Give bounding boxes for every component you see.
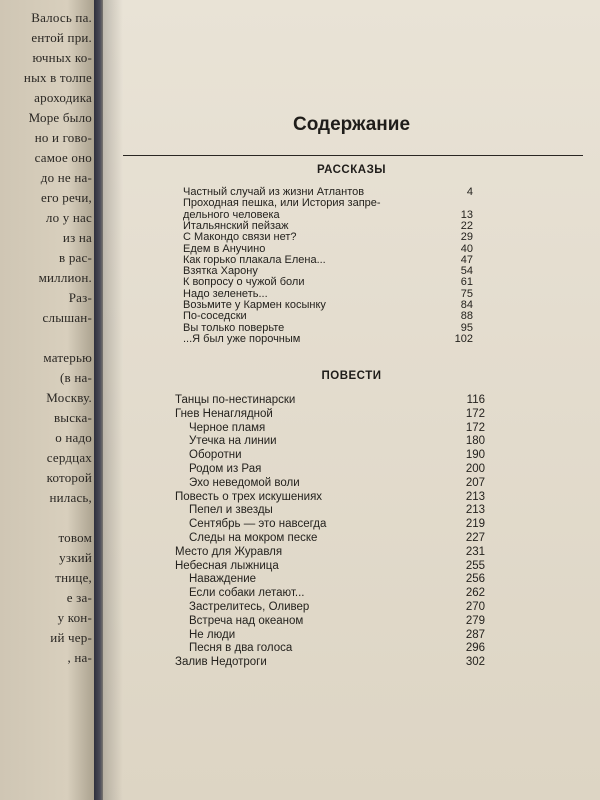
toc-entry (175, 587, 485, 600)
toc-entry-page: 207 (465, 476, 485, 489)
toc-entry-page: 61 (460, 276, 473, 289)
toc-entry (175, 573, 485, 586)
toc-entry (175, 435, 485, 448)
toc-entry-page: 116 (466, 394, 485, 406)
toc-entry (175, 422, 485, 435)
left-page (0, 0, 96, 800)
toc-entry-title: К вопросу о чужой боли (183, 276, 305, 289)
left-page-text-line: о надо (55, 430, 92, 445)
left-page-text-line: ных в толпе (23, 70, 92, 85)
contents-page (103, 0, 600, 800)
toc-entry (175, 642, 485, 655)
toc-entry (183, 265, 473, 277)
left-page-text-line: ароходика (34, 90, 92, 105)
left-page-text-line: миллион. (38, 270, 92, 285)
toc-entry-title: Небесная лыжница (175, 559, 279, 572)
toc-entry-page: 172 (465, 407, 485, 420)
toc-entry (175, 560, 485, 573)
toc-entry-title: Место для Журавля (175, 545, 283, 558)
left-page-text-line: выска- (53, 410, 92, 425)
toc-entry-title: Проходная пешка, или История запре- (183, 197, 381, 210)
toc-entry (183, 310, 473, 322)
toc-entry-title: Черное пламя (189, 421, 266, 434)
toc-entry-page: 279 (465, 614, 485, 627)
section-heading-stories: РАССКАЗЫ (316, 164, 387, 176)
toc-entry-title: С Макондо связи нет? (183, 231, 297, 244)
toc-entry (175, 408, 485, 421)
toc-entry-title: Повесть о трех искушениях (175, 490, 323, 503)
toc-entry (175, 615, 485, 628)
toc-entry-title: Следы на мокром песке (189, 532, 318, 544)
toc-entry (183, 231, 473, 243)
left-page-text-line: сердцах (46, 450, 92, 465)
toc-entry-page: 219 (465, 518, 485, 531)
toc-entry-title: Оборотни (189, 449, 242, 462)
toc-entry-title: Взятка Харону (183, 265, 258, 278)
toc-entry-page: 200 (465, 463, 485, 475)
toc-entry-page: 172 (465, 421, 485, 434)
toc-entry-page: 13 (460, 208, 473, 221)
toc-entry-title: Итальянский пейзаж (183, 219, 289, 232)
toc-entry (183, 288, 473, 300)
toc-entry-page: 29 (460, 231, 473, 244)
left-page-text-line: Москву. (46, 390, 92, 405)
toc-entry-page: 213 (465, 504, 485, 517)
toc-entry (175, 532, 485, 545)
left-page-text-line: нилась, (49, 490, 92, 505)
section-heading-novellas: ПОВЕСТИ (321, 370, 382, 382)
left-page-text-line: товом (58, 530, 92, 545)
left-page-text-line: узкий (59, 550, 92, 565)
toc-entry-page: 180 (465, 435, 485, 448)
toc-entry (175, 504, 485, 517)
left-page-text-line: слышан- (42, 310, 92, 325)
toc-entry-title: Наваждение (189, 573, 257, 586)
toc-entry-title: Родом из Рая (189, 463, 262, 475)
left-page-text-line: до не на- (40, 170, 92, 185)
toc-entry-title: Эхо неведомой воли (189, 476, 300, 489)
toc-entry-page: 47 (460, 253, 473, 266)
toc-entry-title: Как горько плакала Елена... (183, 253, 326, 266)
left-page-text-line: Валось па. (31, 10, 92, 25)
toc-entry-page: 102 (454, 332, 473, 345)
left-page-text-line: Раз- (68, 290, 92, 305)
toc-entry (183, 197, 473, 209)
left-page-text-line: Море было (28, 110, 92, 125)
toc-entry-page: 22 (460, 219, 473, 232)
toc-entry (183, 333, 473, 345)
left-page-text-line: его речи, (40, 190, 92, 205)
toc-entry (175, 491, 485, 504)
left-page-text-line: матерью (43, 350, 92, 365)
toc-entry (183, 209, 473, 221)
toc-entry-title: дельного человека (183, 208, 280, 221)
title-divider (123, 155, 583, 156)
left-page-text-line: ентой при. (31, 30, 92, 45)
toc-entry (183, 186, 473, 198)
left-page-text-line: ючных ко- (32, 50, 92, 65)
left-page-text-line: из на (62, 230, 92, 245)
toc-entry (175, 546, 485, 559)
toc-entry-page: 296 (465, 642, 485, 655)
toc-entry (175, 477, 485, 490)
toc-entry-title: Вы только поверьте (183, 321, 285, 334)
toc-entry-title: Если собаки летают... (189, 587, 305, 600)
toc-entry-title: Не люди (189, 628, 236, 641)
toc-entry (183, 322, 473, 334)
left-page-text-line: , на- (67, 650, 92, 665)
toc-entry-title: Встреча над океаном (189, 614, 304, 627)
left-page-text-line: но и гово- (34, 130, 92, 145)
toc-entry-page: 84 (460, 299, 473, 311)
toc-entry (183, 254, 473, 266)
toc-entry-page: 227 (465, 532, 485, 544)
toc-entry (175, 449, 485, 462)
toc-entry-page: 302 (465, 656, 485, 669)
toc-entry-title: Танцы по-нестинарски (175, 394, 296, 406)
toc-entry-page: 231 (465, 545, 485, 558)
left-page-text-line: е за- (66, 590, 92, 605)
toc-entry-page: 213 (465, 490, 485, 503)
toc-entry-page: 190 (465, 449, 485, 462)
left-page-text-line: которой (46, 470, 92, 485)
toc-entry-title: Залив Недотроги (175, 656, 267, 669)
toc-entry-title: Сентябрь — это навсегда (189, 518, 327, 531)
toc-entry-title: Частный случай из жизни Атлантов (183, 186, 365, 198)
toc-entry-title: Едем в Анучино (183, 242, 266, 255)
toc-entry-page: 270 (465, 601, 485, 613)
toc-entry (175, 629, 485, 642)
toc-entry (175, 601, 485, 614)
toc-entry-title: Возьмите у Кармен косынку (183, 299, 326, 311)
toc-entry (183, 243, 473, 255)
toc-entry-title: Утечка на линии (189, 435, 277, 448)
toc-entry-title: ...Я был уже порочным (183, 332, 301, 345)
toc-entry-title: По-соседски (183, 310, 247, 323)
page-title: Содержание (292, 114, 411, 135)
toc-entry-title: Песня в два голоса (189, 642, 293, 655)
toc-entry-page: 95 (460, 321, 473, 334)
toc-entry-page: 54 (460, 265, 473, 278)
toc-entry-page: 256 (465, 573, 485, 586)
toc-entry-page: 88 (460, 310, 473, 323)
left-page-text-line: (в на- (60, 370, 92, 385)
toc-entry-page: 262 (465, 587, 485, 600)
left-page-text-line: ий чер- (50, 630, 92, 645)
toc-entry-page: 4 (466, 186, 473, 198)
left-page-text-line: самое оно (34, 150, 92, 165)
toc-entry-title: Гнев Ненаглядной (175, 407, 273, 420)
gutter-shadow (103, 0, 123, 800)
left-page-text-line: ло у нас (45, 210, 92, 225)
toc-entry-title: Пепел и звезды (189, 504, 273, 517)
toc-entry (175, 394, 485, 407)
left-page-text-line: тнице, (55, 570, 92, 585)
toc-entry (183, 276, 473, 288)
toc-entry-page: 40 (460, 242, 473, 255)
toc-entry (175, 463, 485, 476)
toc-entry (183, 220, 473, 232)
toc-entry-title: Надо зеленеть... (183, 287, 268, 300)
toc-entry (183, 299, 473, 311)
toc-entry (175, 656, 485, 669)
toc-entry-page: 255 (465, 559, 485, 572)
left-page-text-line: у кон- (57, 610, 92, 625)
toc-entry-page: 287 (465, 628, 485, 641)
left-page-text-line: в рас- (59, 250, 92, 265)
toc-entry-page: 75 (460, 287, 473, 300)
toc-entry-title: Застрелитесь, Оливер (189, 601, 310, 613)
toc-entry (175, 518, 485, 531)
